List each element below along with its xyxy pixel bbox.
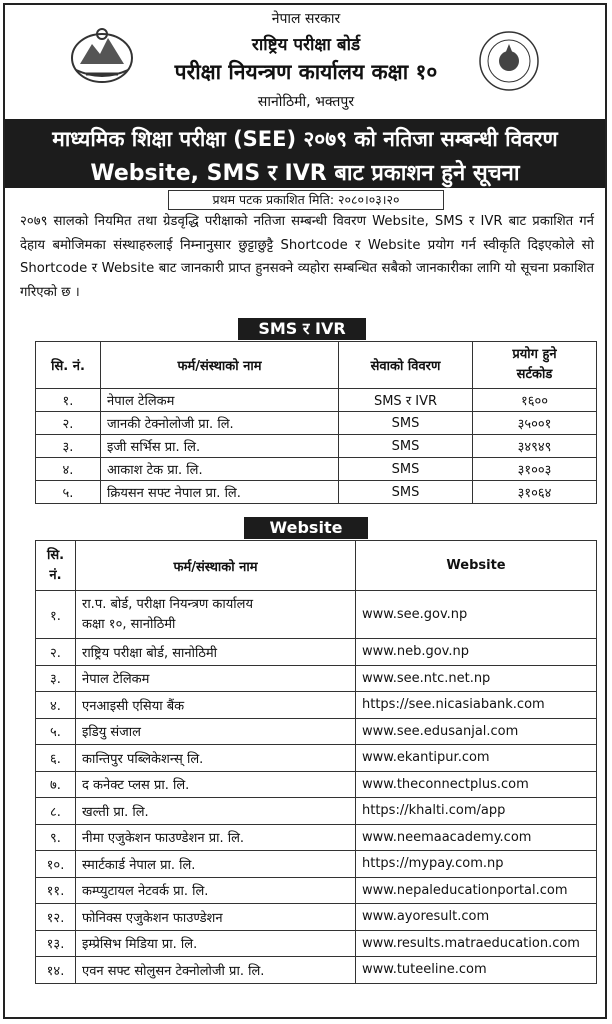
row-name: नेपाल टेलिकम [101,389,339,412]
col-shortcode-line-2: सर्टकोड [516,367,553,382]
row-name: एनआइसी एसिया बैंक [76,692,356,719]
table-row [36,389,597,412]
table-row [36,877,597,904]
table-row [36,591,597,639]
col-sn [36,541,76,591]
row-sn: ३. [36,435,101,458]
row-service: SMS [339,412,473,435]
row-website[interactable]: https://see.nicasiabank.com [356,692,597,719]
table-row [36,458,597,481]
row-service: SMS [339,435,473,458]
row-name: राष्ट्रिय परीक्षा बोर्ड, सानोठिमी [76,639,356,666]
row-name: नेपाल टेलिकम [76,665,356,692]
row-name: इडियु संजाल [76,718,356,745]
table-row [36,692,597,719]
row-name-line-2: कक्षा १०, सानोठिमी [82,616,176,632]
row-name: क्रियसन सफ्ट नेपाल प्रा. लि. [101,481,339,504]
row-sn: ९. [36,824,76,851]
table-row [36,665,597,692]
website-table [35,540,597,984]
row-name: जानकी टेक्नोलोजी प्रा. लि. [101,412,339,435]
row-name: कान्तिपुर पब्लिकेशन्स् लि. [76,745,356,772]
row-website[interactable]: https://khalti.com/app [356,798,597,825]
table-header-row [36,541,597,591]
notice-header [0,0,608,120]
col-sn-line-2: नं. [49,567,62,583]
col-sn-line-1: सि. [46,547,65,563]
row-sn: ४. [36,692,76,719]
row-shortcode: ३१००३ [473,458,597,481]
row-name: फोनिक्स एजुकेशन फाउण्डेशन [76,904,356,931]
row-sn: ४. [36,458,101,481]
row-sn: १३. [36,930,76,957]
row-website[interactable]: www.ayoresult.com [356,904,597,931]
table-row [36,412,597,435]
row-website[interactable]: www.see.ntc.net.np [356,665,597,692]
col-shortcode-line-1: प्रयोग हुने [512,347,557,362]
sms-section-title: SMS र IVR [238,318,366,340]
table-row [36,930,597,957]
table-row [36,824,597,851]
office-name: परीक्षा नियन्त्रण कार्यालय कक्षा १० [174,60,438,84]
col-service: सेवाको विवरण [339,342,473,389]
row-sn: ५. [36,718,76,745]
col-name: फर्म/संस्थाको नाम [101,342,339,389]
row-shortcode: ३४९४९ [473,435,597,458]
row-sn: १. [36,591,76,639]
col-website: Website [356,541,597,591]
row-shortcode: १६०० [473,389,597,412]
row-name: द कनेक्ट प्लस प्रा. लि. [76,771,356,798]
title-banner [5,119,605,188]
notice-paragraph: २०७९ सालको नियमित तथा ग्रेडवृद्धि परीक्षाको नतिजा सम्बन्धी विवरण Website, SMS र IVR बाट प्रकाशित गर्न देहाय बमोजिमका संस्थाहरुलाई निम्नानुसार छुट्टाछुट्टै Shortcode र Website प्रयोग गर्न स्वीकृति दिइएकोले सो Shortcode र Website बाट जानकारी प्राप्त हुनसक्ने व्यहोरा सम्बन्धित सबैको जानकारीका लागि यो सूचना प्रकाशित गरिएको छ । [20,214,594,300]
row-website[interactable]: www.tuteeline.com [356,957,597,984]
row-name: कम्प्युटायल नेटवर्क प्रा. लि. [76,877,356,904]
row-sn: ७. [36,771,76,798]
row-website[interactable]: www.results.matraeducation.com [356,930,597,957]
row-website[interactable]: www.see.gov.np [356,591,597,639]
row-sn: १०. [36,851,76,878]
row-website[interactable]: www.ekantipur.com [356,745,597,772]
row-sn: ११. [36,877,76,904]
row-sn: २. [36,412,101,435]
board-name: राष्ट्रिय परीक्षा बोर्ड [251,35,361,55]
table-header-row [36,342,597,389]
row-website[interactable]: https://mypay.com.np [356,851,597,878]
row-name-line-1: रा.प. बोर्ड, परीक्षा नियन्त्रण कार्यालय [82,596,254,612]
website-section-title: Website [244,517,368,539]
row-name: इजी सर्भिस प्रा. लि. [101,435,339,458]
row-sn: १. [36,389,101,412]
col-name: फर्म/संस्थाको नाम [76,541,356,591]
table-row [36,851,597,878]
table-row [36,481,597,504]
gov-name: नेपाल सरकार [271,11,341,27]
publish-date: प्रथम पटक प्रकाशित मिति: २०८०।०३।२० [168,190,444,210]
table-row [36,435,597,458]
row-website[interactable]: www.theconnectplus.com [356,771,597,798]
row-sn: २. [36,639,76,666]
table-row [36,771,597,798]
row-website[interactable]: www.neemaacademy.com [356,824,597,851]
row-name [76,591,356,639]
col-sn: सि. नं. [36,342,101,389]
table-row [36,798,597,825]
row-sn: ५. [36,481,101,504]
row-sn: ६. [36,745,76,772]
row-service: SMS र IVR [339,389,473,412]
table-row [36,745,597,772]
row-website[interactable]: www.see.edusanjal.com [356,718,597,745]
row-sn: ३. [36,665,76,692]
row-sn: १४. [36,957,76,984]
table-row [36,639,597,666]
row-name: खल्ती प्रा. लि. [76,798,356,825]
table-row [36,904,597,931]
row-website[interactable]: www.neb.gov.np [356,639,597,666]
table-row [36,718,597,745]
row-shortcode: ३५००१ [473,412,597,435]
banner-line-2: Website, SMS र IVR बाट प्रकाशन हुने सूचना [90,161,520,186]
row-name: नीमा एजुकेशन फाउण्डेशन प्रा. लि. [76,824,356,851]
row-service: SMS [339,481,473,504]
office-location: सानोठिमी, भक्तपुर [257,94,355,110]
row-website[interactable]: www.nepaleducationportal.com [356,877,597,904]
banner-line-1: माध्यमिक शिक्षा परीक्षा (SEE) २०७९ को नतिजा सम्बन्धी विवरण [52,127,558,151]
row-service: SMS [339,458,473,481]
sms-table [35,341,597,504]
row-sn: १२. [36,904,76,931]
row-shortcode: ३१०६४ [473,481,597,504]
row-name: इम्प्रेसिभ मिडिया प्रा. लि. [76,930,356,957]
row-name: एवन सफ्ट सोलुसन टेक्नोलोजी प्रा. लि. [76,957,356,984]
col-shortcode [473,342,597,389]
table-row [36,957,597,984]
row-name: आकाश टेक प्रा. लि. [101,458,339,481]
row-name: स्मार्टकार्ड नेपाल प्रा. लि. [76,851,356,878]
row-sn: ८. [36,798,76,825]
